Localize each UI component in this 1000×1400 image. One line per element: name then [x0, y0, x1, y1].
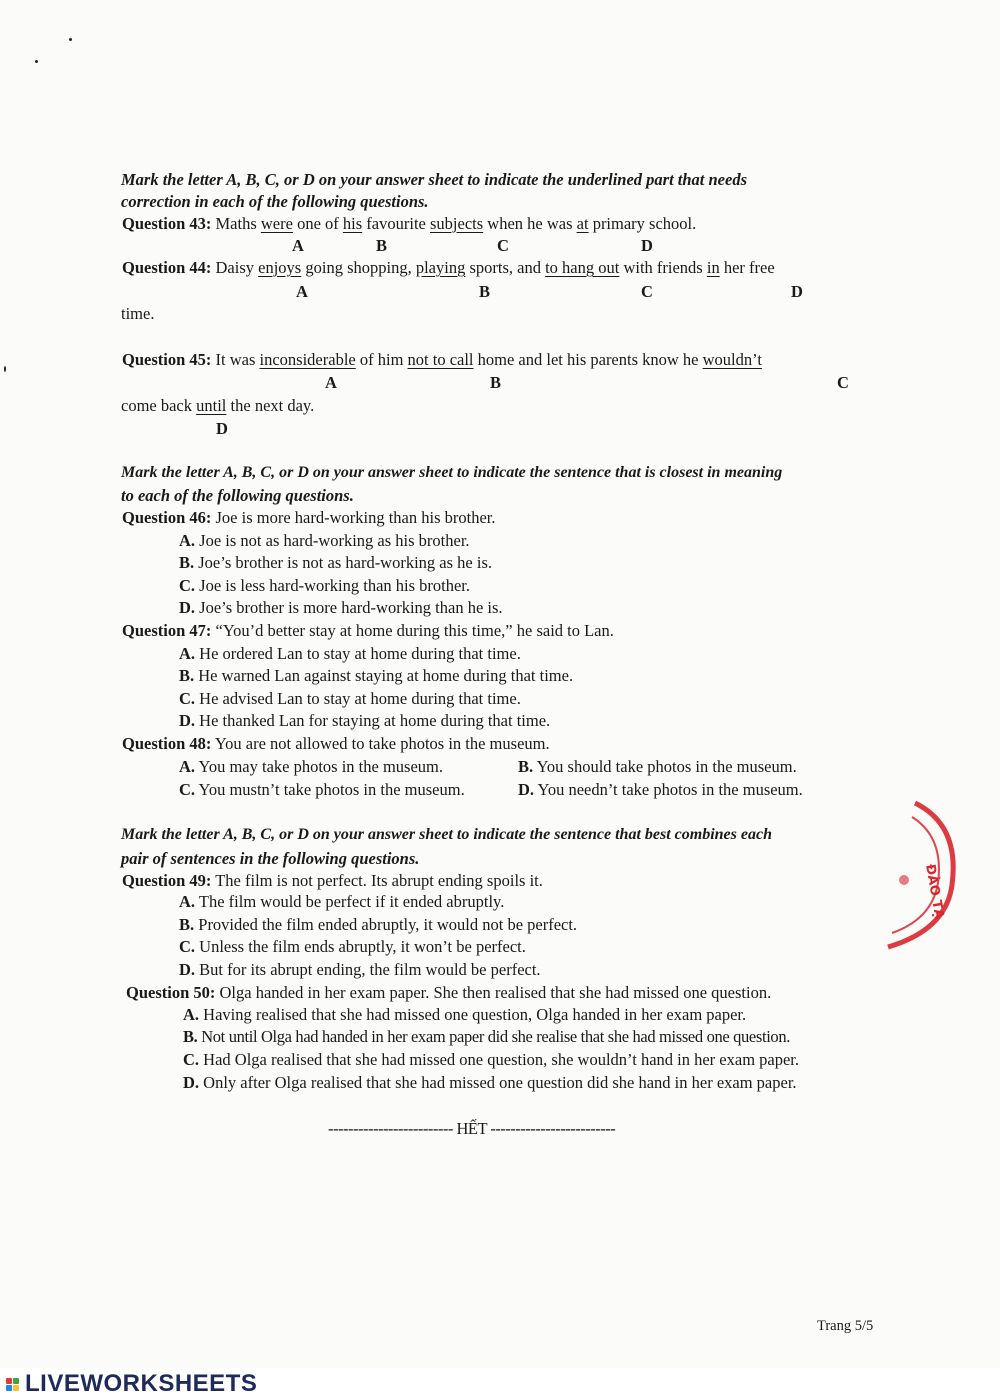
- option-c: C. Had Olga realised that she had missed one question, she wouldn’t hand in her exam paper.: [183, 1050, 800, 1069]
- question-49: Question 49: The film is not perfect. Its abrupt ending spoils it.: [122, 871, 543, 890]
- scan-speck: [69, 38, 72, 41]
- stamp-seal: [880, 795, 970, 955]
- option-d: D. Joe’s brother is more hard-working than he is.: [179, 598, 503, 617]
- option-a: A. Joe is not as hard-working as his brother.: [179, 531, 470, 550]
- page-number: Trang 5/5: [817, 1318, 874, 1334]
- option-a: A. Having realised that she had missed one question, Olga handed in her exam paper.: [183, 1005, 747, 1024]
- section3-instruction-line2: pair of sentences in the following questions.: [121, 849, 420, 868]
- option-d: D. Only after Olga realised that she had missed one question did she hand in her exam paper.: [183, 1073, 797, 1092]
- liveworksheets-logo-icon: [6, 1378, 19, 1391]
- section2-instruction-line1: Mark the letter A, B, C, or D on your answer sheet to indicate the sentence that is closest in meaning: [121, 464, 783, 481]
- underlined-part-b: playing: [415, 258, 466, 277]
- option-a: A. You may take photos in the museum.: [179, 757, 443, 776]
- section3-instruction-line1: Mark the letter A, B, C, or D on your answer sheet to indicate the sentence that best combines each: [121, 826, 772, 843]
- end-marker: ------------------------- HẾT -------------------------: [328, 1119, 616, 1138]
- underlined-part-a: inconsiderable: [259, 350, 356, 369]
- question-44: Question 44: Daisy enjoys going shopping, playing sports, and to hang out with friends in her free: [122, 258, 775, 277]
- underlined-part-c: to hang out: [545, 258, 620, 277]
- underlined-part-c: subjects: [429, 214, 484, 233]
- option-d: D. He thanked Lan for staying at home during that time.: [179, 711, 551, 730]
- letter-d: D: [641, 236, 653, 255]
- question-44-continuation: time.: [121, 304, 155, 323]
- option-b: B. Joe’s brother is not as hard-working as he is.: [179, 553, 493, 572]
- question-45-continuation: come back until the next day.: [121, 396, 315, 415]
- option-b: B. Not until Olga had handed in her exam paper did she realise that she had missed one question.: [183, 1027, 790, 1046]
- underlined-part-a: were: [260, 214, 293, 233]
- option-c: C. You mustn’t take photos in the museum.: [179, 780, 465, 799]
- letter-a: A: [296, 282, 308, 301]
- option-a: A. He ordered Lan to stay at home during that time.: [179, 644, 521, 663]
- section1-instruction-line1: Mark the letter A, B, C, or D on your answer sheet to indicate the underlined part that needs: [121, 170, 747, 189]
- option-c: C. Joe is less hard-working than his brother.: [179, 576, 471, 595]
- footer-bar: [0, 1368, 1000, 1400]
- question-46: Question 46: Joe is more hard-working than his brother.: [122, 508, 496, 527]
- scan-speck: [4, 366, 6, 372]
- scan-speck: [35, 60, 38, 63]
- letter-c: C: [497, 236, 509, 255]
- option-b: B. He warned Lan against staying at home during that time.: [179, 666, 574, 685]
- underlined-part-a: enjoys: [258, 258, 302, 277]
- question-label: Question 43:: [122, 214, 212, 233]
- letter-b: B: [490, 373, 502, 392]
- letter-b: B: [376, 236, 388, 255]
- question-label: Question 44:: [122, 258, 212, 277]
- option-b: B. You should take photos in the museum.: [518, 757, 797, 776]
- question-50: Question 50: Olga handed in her exam paper. She then realised that she had missed one question.: [126, 983, 772, 1002]
- letter-b: B: [479, 282, 491, 301]
- question-48: Question 48: You are not allowed to take photos in the museum.: [122, 734, 550, 753]
- letter-d: D: [216, 419, 228, 438]
- letter-a: A: [325, 373, 337, 392]
- option-a: A. The film would be perfect if it ended abruptly.: [179, 892, 505, 911]
- option-b: B. Provided the film ended abruptly, it would not be perfect.: [179, 915, 578, 934]
- underlined-part-b: not to call: [407, 350, 474, 369]
- letter-d: D: [791, 282, 803, 301]
- underlined-part-b: his: [342, 214, 363, 233]
- option-c: C. He advised Lan to stay at home during that time.: [179, 689, 521, 708]
- letter-a: A: [292, 236, 304, 255]
- underlined-part-d: in: [706, 258, 720, 277]
- letter-c: C: [837, 373, 849, 392]
- section2-instruction-line2: to each of the following questions.: [121, 486, 354, 505]
- option-d: D. You needn’t take photos in the museum.: [518, 780, 803, 799]
- underlined-part-d: until: [196, 396, 227, 415]
- option-d: D. But for its abrupt ending, the film would be perfect.: [179, 960, 541, 979]
- section1-instruction-line2: correction in each of the following questions.: [121, 192, 429, 211]
- question-45: Question 45: It was inconsiderable of him not to call home and let his parents know he wouldn’t: [122, 350, 762, 369]
- option-c: C. Unless the film ends abruptly, it won’t be perfect.: [179, 937, 526, 956]
- underlined-part-d: at: [576, 214, 589, 233]
- question-43: Question 43: Maths were one of his favourite subjects when he was at primary school.: [122, 214, 697, 233]
- question-label: Question 45:: [122, 350, 212, 369]
- underlined-part-c: wouldn’t: [702, 350, 762, 369]
- letter-c: C: [641, 282, 653, 301]
- liveworksheets-logo[interactable]: LIVEWORKSHEETS: [25, 1370, 258, 1397]
- stamp-text: ĐÀO TẠ: [922, 863, 947, 921]
- question-47: Question 47: “You’d better stay at home during this time,” he said to Lan.: [122, 621, 614, 640]
